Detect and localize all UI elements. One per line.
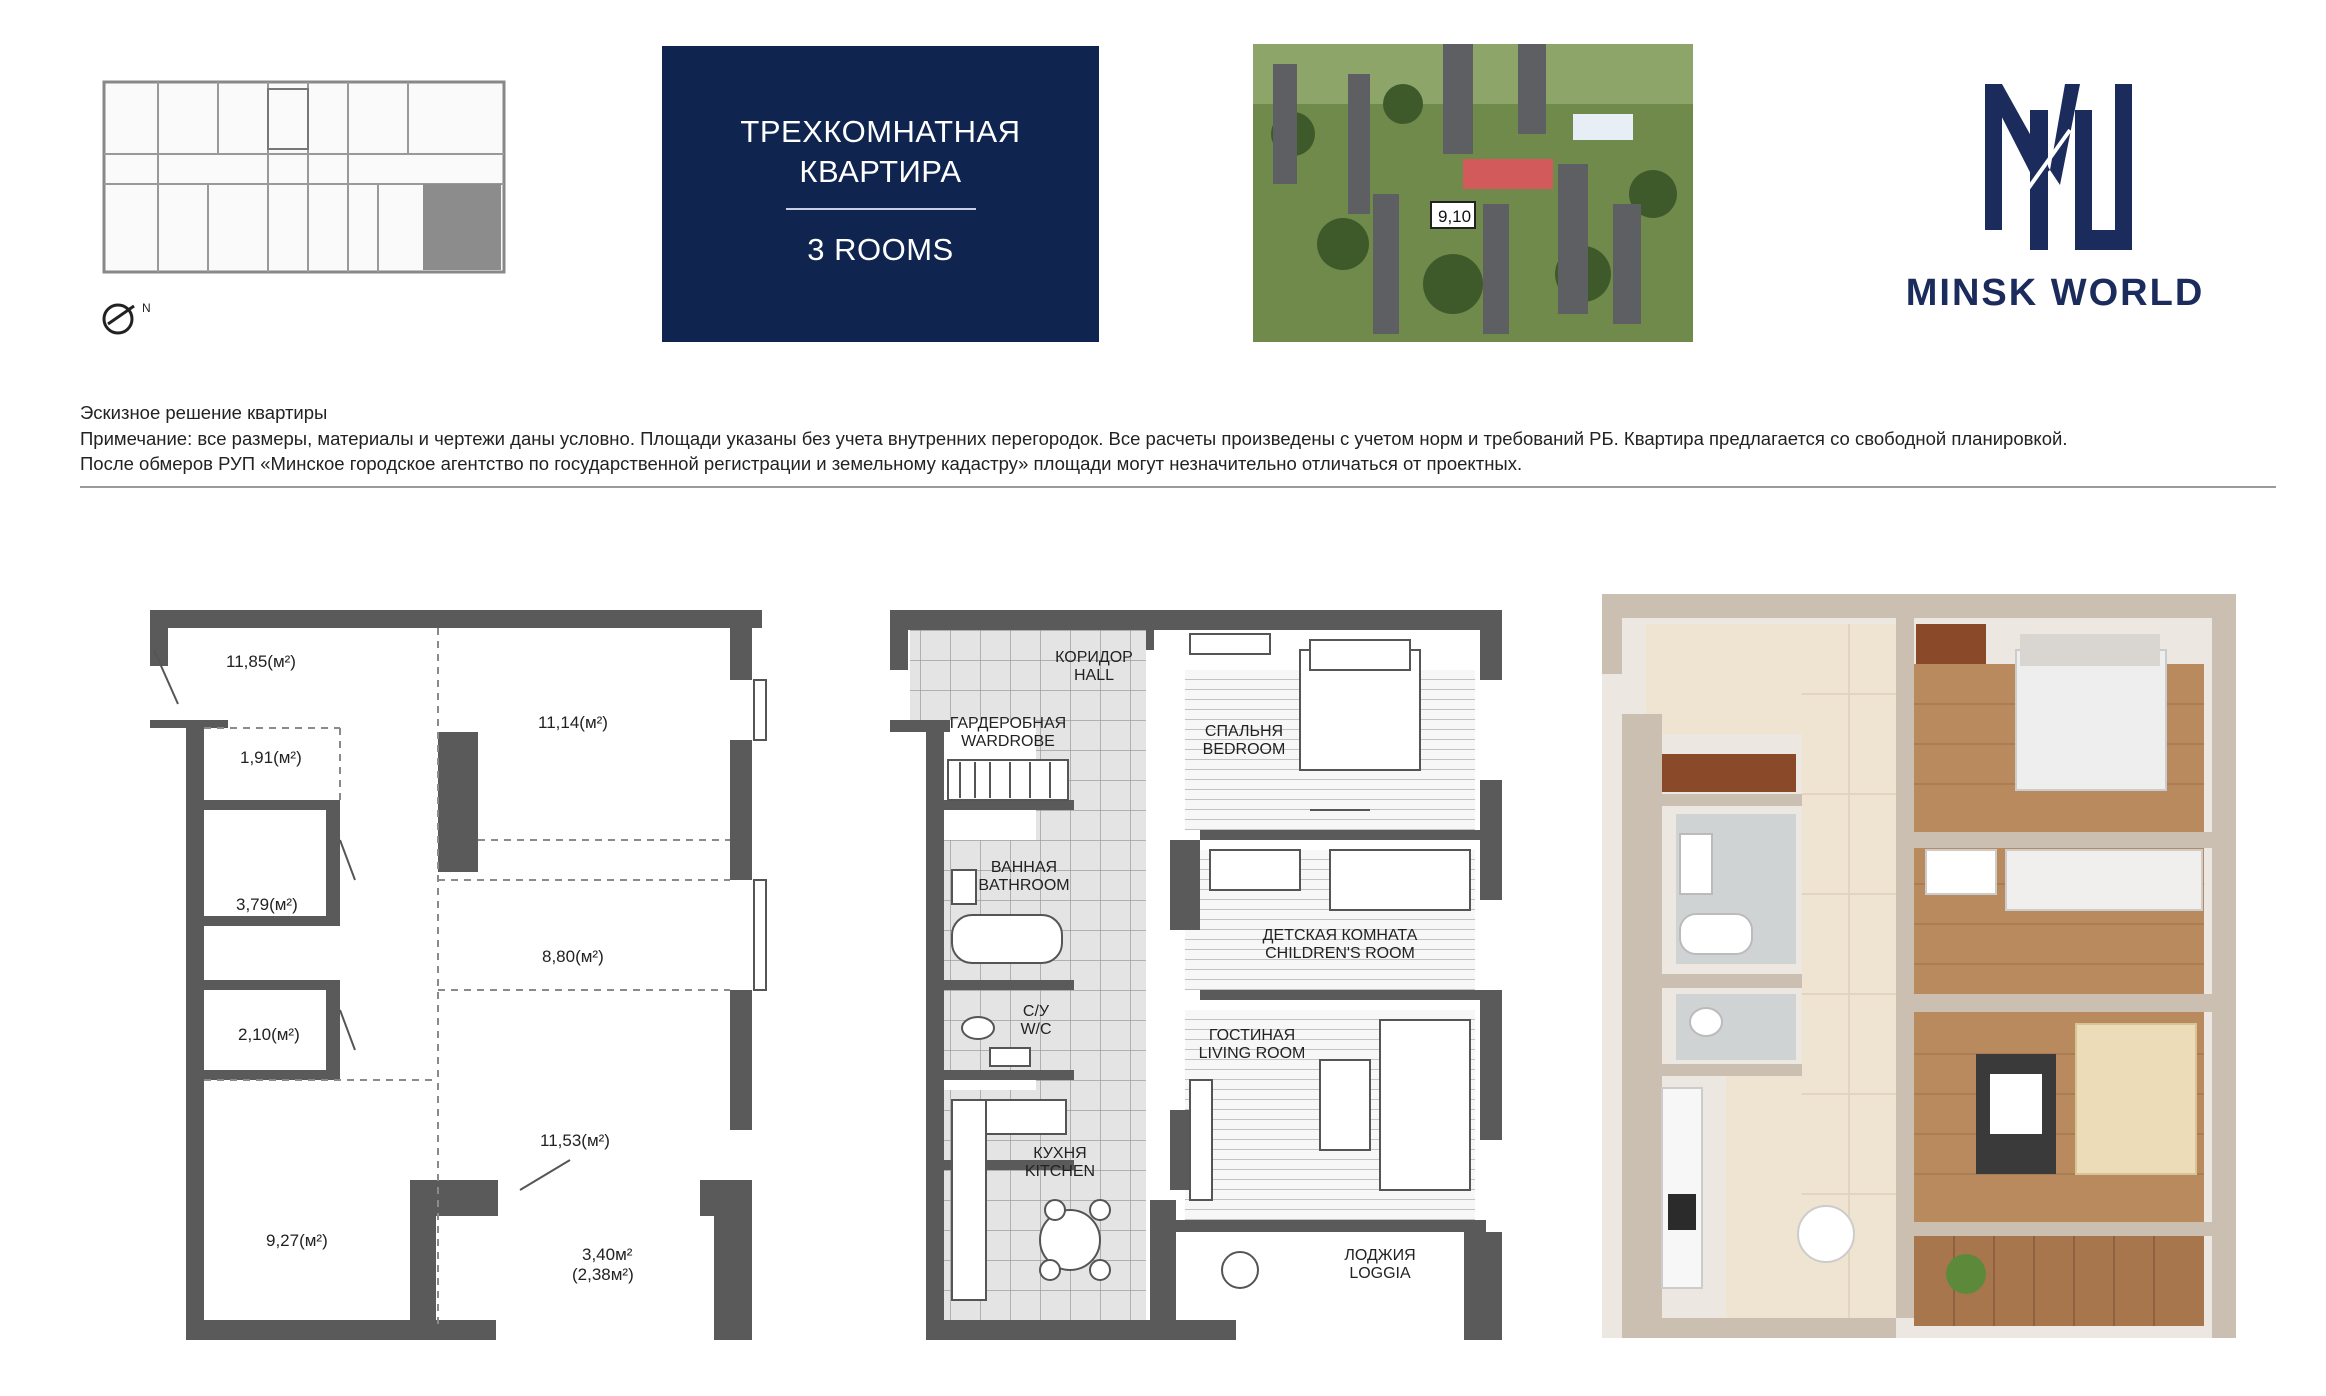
label-loggia-ru: ЛОДЖИЯ (1344, 1247, 1416, 1264)
furnished-plan (860, 600, 1510, 1345)
area-loggia: 3,40м² (582, 1245, 633, 1264)
area-children: 8,80(м²) (542, 947, 604, 966)
label-kitchen-en: KITCHEN (1024, 1163, 1096, 1180)
north-label: N (142, 301, 151, 315)
area-bedroom: 11,14(м²) (538, 713, 608, 732)
note-line-2: После обмеров РУП «Минское городское агентство по государственной регистрации и земельному кадастру» площади могут незначительно отличаться от проектных. (80, 453, 1523, 474)
title-ru: ТРЕХКОМНАТНАЯ КВАРТИРА (740, 114, 1021, 189)
label-bathroom-ru: ВАННАЯ (990, 859, 1058, 876)
label-loggia-en: LOGGIA (1349, 1265, 1411, 1282)
note-line-1: Примечание: все размеры, материалы и чертежи даны условно. Площади указаны без учета внутренних перегородок. Все расчеты произведены с учетом норм и требований РБ. Квартира предлагается со свободной планировкой. (80, 428, 2068, 449)
aerial-label: 9,10 (1438, 207, 1472, 226)
3d-plan-render (1596, 594, 2236, 1349)
area-loggia-reduced: (2,38м²) (572, 1265, 634, 1284)
label-bedroom-en: BEDROOM (1202, 741, 1286, 758)
title-en: 3 ROOMS (807, 232, 954, 267)
area-plan (140, 600, 780, 1345)
label-living-ru: ГОСТИНАЯ (1208, 1027, 1296, 1044)
area-hall: 11,85(м²) (226, 652, 296, 671)
label-children-en: CHILDREN'S ROOM (1265, 945, 1415, 962)
area-kitchen: 9,27(м²) (266, 1231, 328, 1250)
area-wc: 2,10(м²) (238, 1025, 300, 1044)
building-key-plan (78, 44, 510, 342)
title-panel (662, 46, 1099, 342)
divider (80, 486, 2276, 488)
label-wc-en: W/C (1020, 1021, 1052, 1038)
area-bathroom: 3,79(м²) (236, 895, 298, 914)
label-kitchen-ru: КУХНЯ (1033, 1145, 1087, 1162)
label-hall-en: HALL (1073, 667, 1115, 684)
label-bedroom-ru: СПАЛЬНЯ (1204, 723, 1284, 740)
label-wardrobe-ru: ГАРДЕРОБНАЯ (949, 715, 1067, 732)
label-living-en: LIVING ROOM (1198, 1045, 1306, 1062)
label-wc-ru: С/У (1022, 1003, 1050, 1020)
area-living: 11,53(м²) (540, 1131, 610, 1150)
note-title: Эскизное решение квартиры (80, 402, 328, 423)
area-wardrobe: 1,91(м²) (240, 748, 302, 767)
brand-name: MINSK WORLD (1905, 272, 2205, 314)
label-hall-ru: КОРИДОР (1055, 649, 1133, 666)
label-bathroom-en: BATHROOM (978, 877, 1070, 894)
label-children-ru: ДЕТСКАЯ КОМНАТА (1262, 927, 1418, 944)
aerial-view-image (1253, 44, 1693, 342)
title-divider (786, 208, 976, 210)
label-wardrobe-en: WARDROBE (961, 733, 1055, 750)
